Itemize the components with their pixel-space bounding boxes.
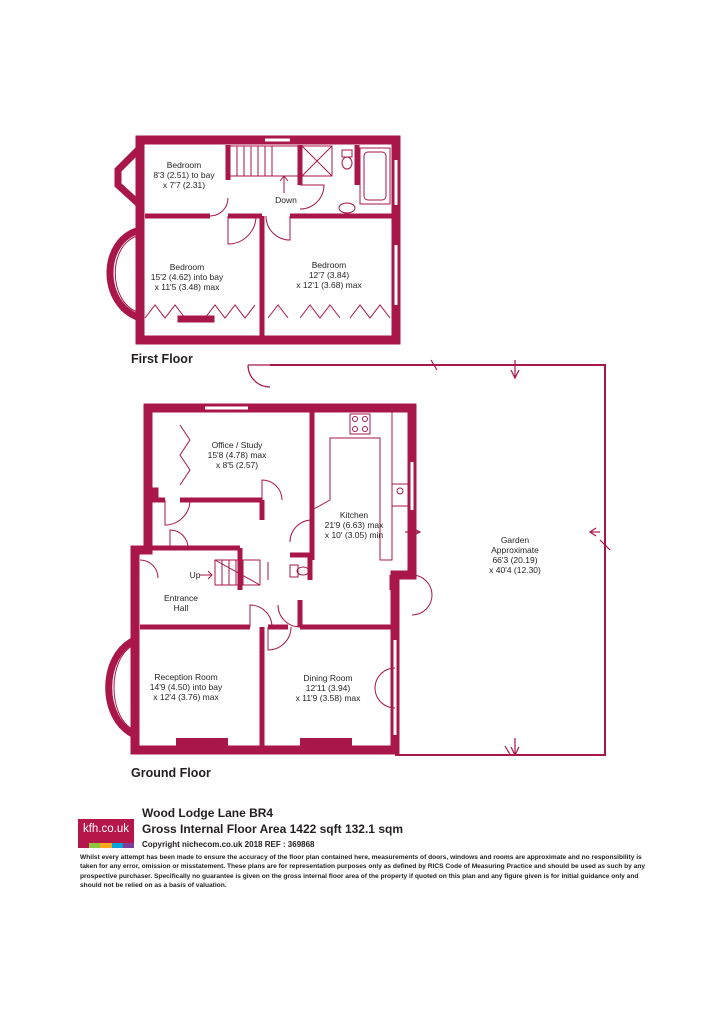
bedroom1-name: Bedroom xyxy=(166,160,202,170)
reception-name: Reception Room xyxy=(154,672,218,682)
bedroom3-dim1: 12'7 (3.84) xyxy=(308,270,350,280)
hall-name2: Hall xyxy=(173,603,189,613)
dining-name: Dining Room xyxy=(303,673,353,683)
bedroom2-dim1: 15'2 (4.62) into bay xyxy=(150,272,224,282)
down-label: Down xyxy=(275,195,297,205)
logo-strip-segment xyxy=(89,843,100,848)
ground-floor-stairs xyxy=(200,560,260,585)
kfh-logo: kfh.co.uk xyxy=(78,819,134,847)
bedroom3-name: Bedroom xyxy=(311,260,347,270)
bedroom2-name: Bedroom xyxy=(169,262,205,272)
garden-dim2: 66'3 (20.19) xyxy=(492,555,538,565)
bedroom1-dim2: x 7'7 (2.31) xyxy=(162,180,206,190)
ground-floor-doors xyxy=(140,425,432,708)
up-label: Up xyxy=(189,570,201,580)
bedroom2-dim2: x 11'5 (3.48) max xyxy=(154,282,220,292)
office-dim2: x 8'5 (2.57) xyxy=(215,460,259,470)
hall-name1: Entrance xyxy=(163,593,199,603)
bedroom3-dim2: x 12'1 (3.68) max xyxy=(296,280,362,290)
dining-dim2: x 11'9 (3.58) max xyxy=(295,693,361,703)
garden-name: Garden xyxy=(500,535,530,545)
copyright-text: Copyright nichecom.co.uk 2018 REF : 369868 xyxy=(142,840,315,849)
kitchen-name: Kitchen xyxy=(339,510,369,520)
logo-strip-segment xyxy=(100,843,111,848)
reception-dim1: 14'9 (4.50) into bay xyxy=(149,682,223,692)
kitchen-dim1: 21'9 (6.63) max xyxy=(324,520,384,530)
first-floor-stairs xyxy=(230,146,298,193)
garden-dim3: x 40'4 (12.30) xyxy=(489,565,541,575)
office-dim1: 15'8 (4.78) max xyxy=(207,450,267,460)
bedroom1-dim1: 8'3 (2.51) to bay xyxy=(153,170,215,180)
floor-area: Gross Internal Floor Area 1422 sqft 132.1 sqm xyxy=(142,822,403,836)
first-floor-label: First Floor xyxy=(131,352,193,366)
logo-strip-segment xyxy=(123,843,134,848)
first-floor-plan xyxy=(110,138,398,340)
first-floor-wardrobes xyxy=(145,305,390,322)
wc-fittings xyxy=(268,562,309,580)
office-name: Office / Study xyxy=(211,440,263,450)
logo-strip-segment xyxy=(78,843,89,848)
kitchen-dim2: x 10' (3.05) min xyxy=(324,530,384,540)
garden-dim1: Approximate xyxy=(491,545,539,555)
ground-floor-label: Ground Floor xyxy=(131,766,211,780)
disclaimer-text: Whilst every attempt has been made to ensure the accuracy of the floor plan contained here, measurements of doors, windows and rooms are approximate and no responsibility is taken for any error, omission or misstatement. These plans are for representation purposes only as defined by RICS Code of Measuring Practice and should be used as such by any prospective purchaser. Specifically no guarantee is given on the gross internal floor area of the property if quoted on this plan and any figure given is for initial guidance only and should not be relied on as a basis of valuation. xyxy=(80,854,646,890)
logo-strip-segment xyxy=(112,843,123,848)
property-address: Wood Lodge Lane BR4 xyxy=(142,806,274,820)
reception-dim2: x 12'4 (3.76) max xyxy=(153,692,219,702)
logo-color-strip xyxy=(78,843,134,848)
room-labels xyxy=(150,160,541,703)
dining-dim1: 12'11 (3.94) xyxy=(305,683,351,693)
